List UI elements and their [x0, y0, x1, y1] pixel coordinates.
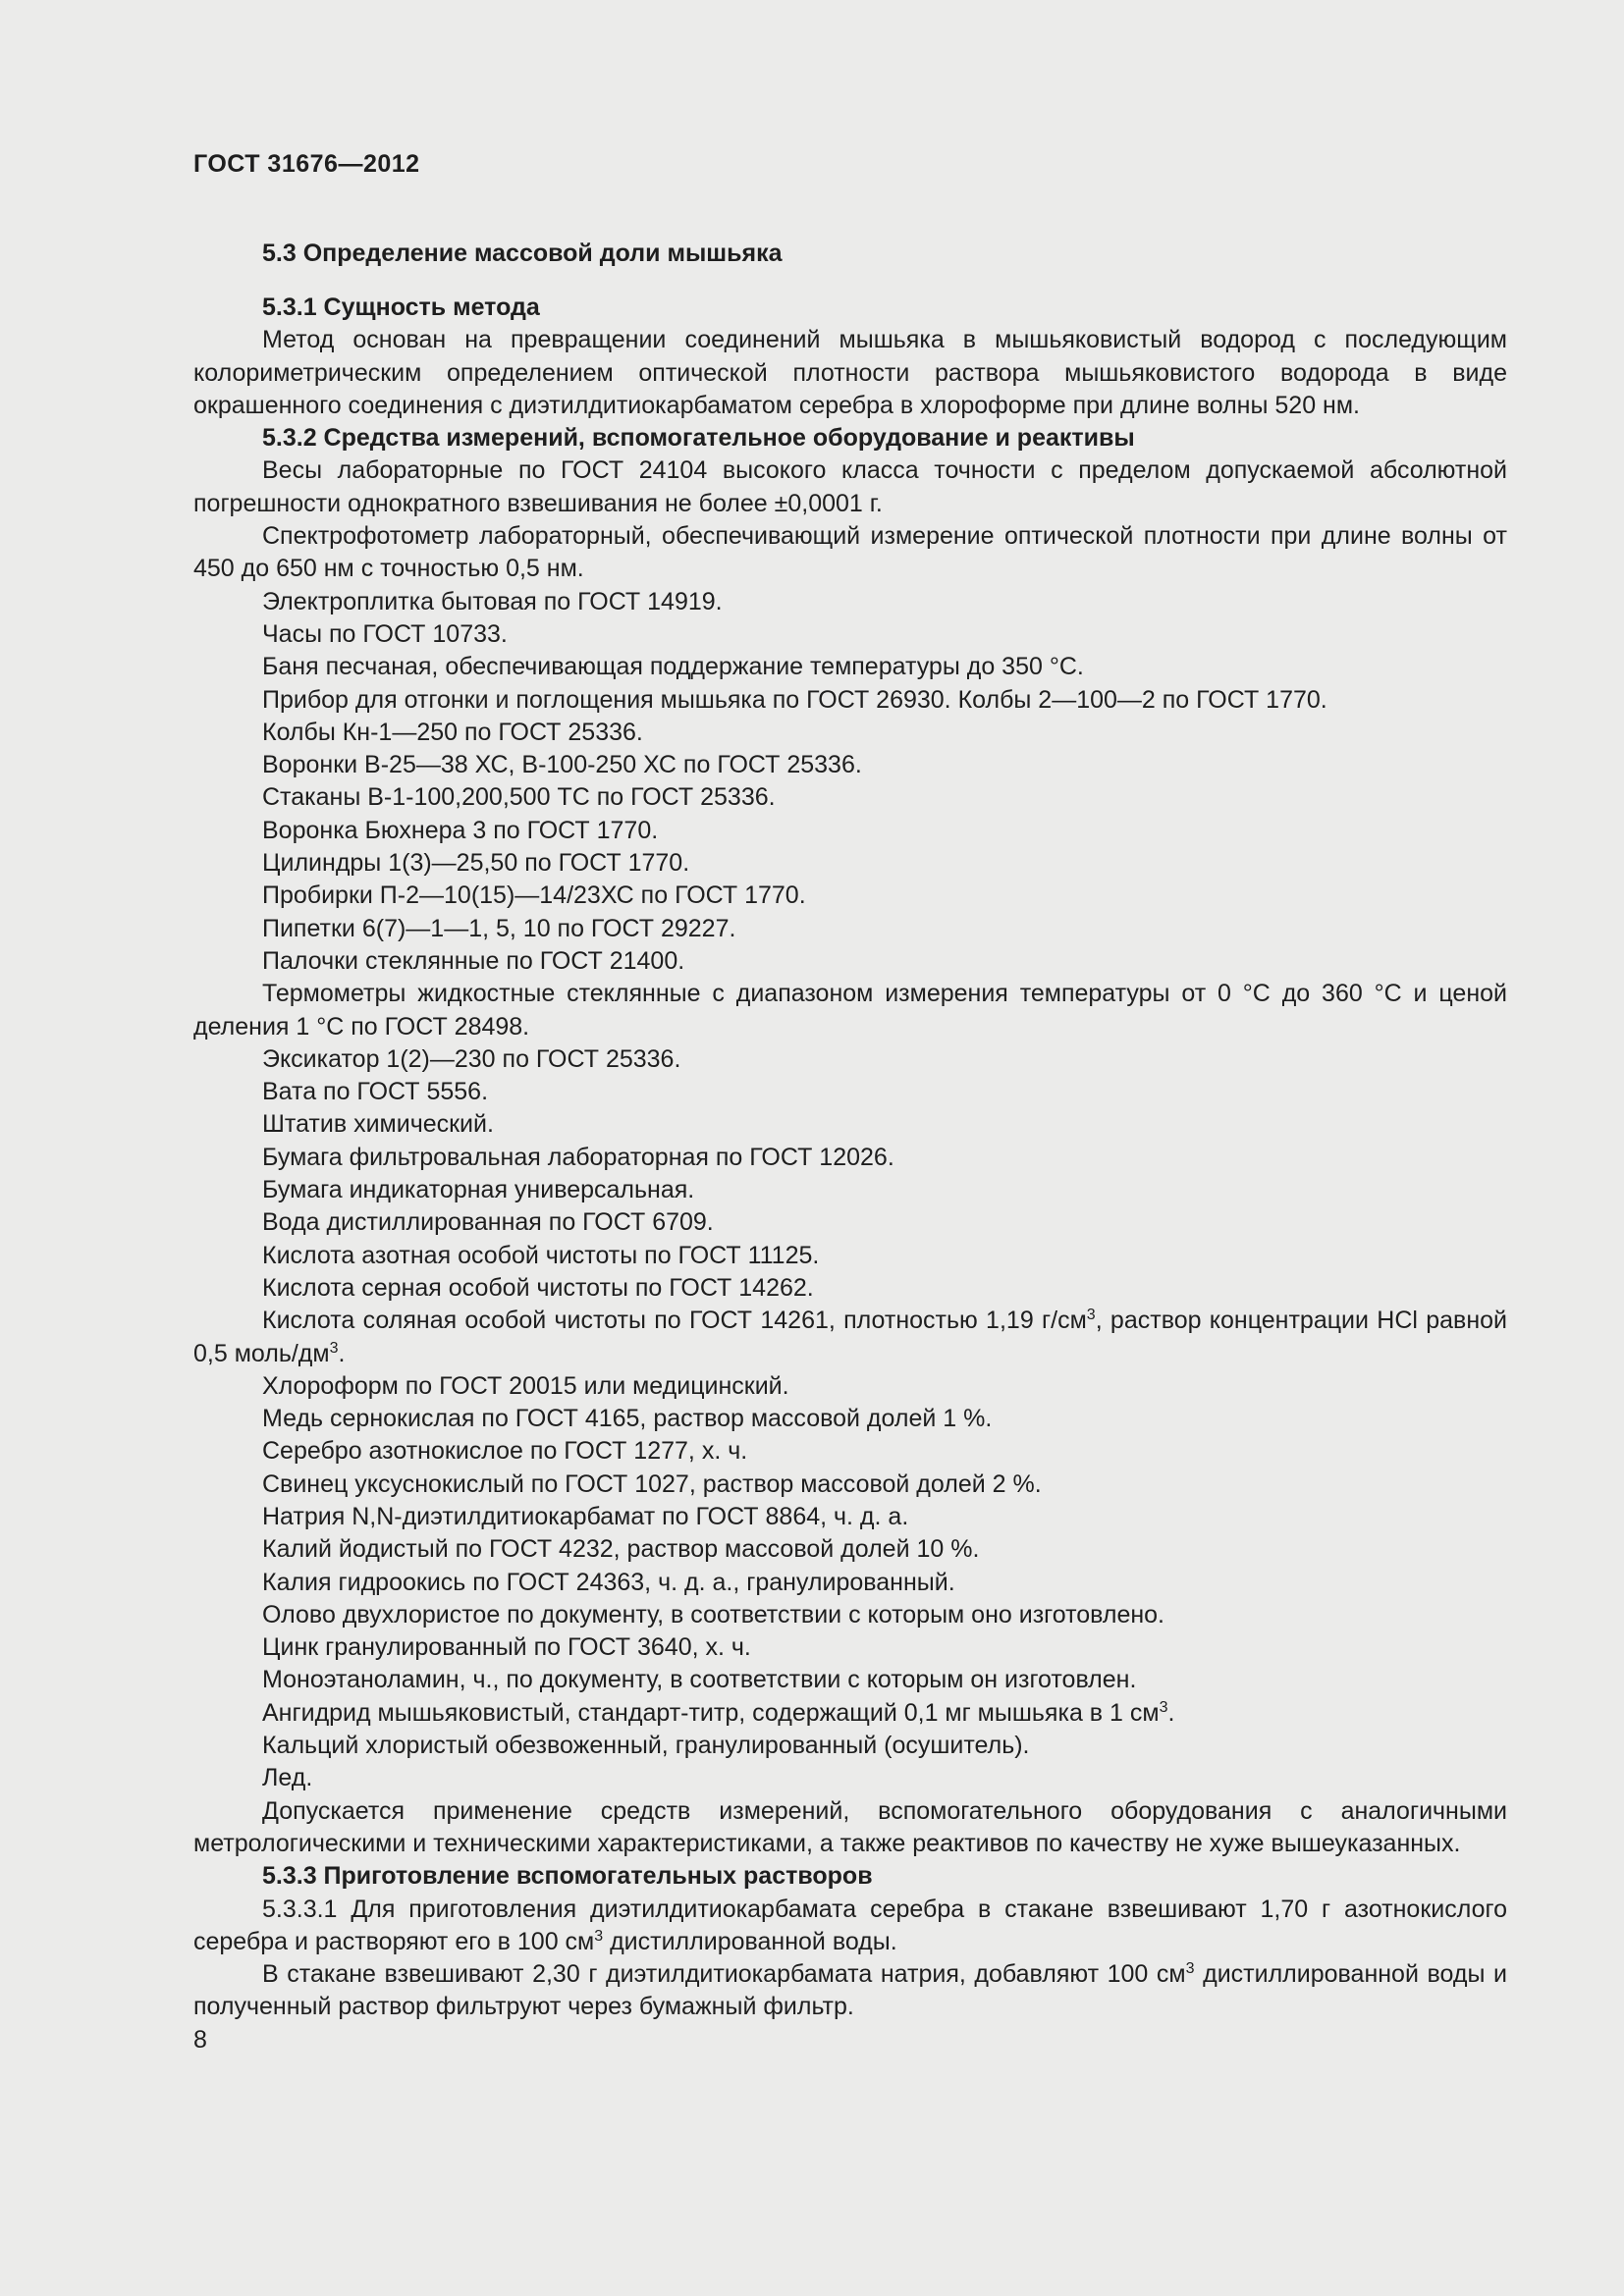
paragraph: Воронка Бюхнера 3 по ГОСТ 1770.	[262, 816, 659, 844]
paragraph	[193, 1697, 1507, 1730]
text-run: дистиллированной воды и полученный раствор фильтруют через бумажный фильтр.	[193, 1960, 1507, 2021]
paragraph: Эксикатор 1(2)—230 по ГОСТ 25336.	[262, 1044, 681, 1073]
superscript: 3	[329, 1339, 339, 1357]
paragraph: Баня песчаная, обеспечивающая поддержание температуры до 350 °C.	[262, 653, 1084, 681]
paragraph: Воронки В-25—38 ХС, В-100-250 ХС по ГОСТ 25336.	[262, 751, 862, 779]
paragraph: Цинк гранулированный по ГОСТ 3640, х. ч.	[262, 1633, 751, 1662]
text-run: дистиллированной воды.	[603, 1927, 897, 1955]
paragraph: Бумага индикаторная универсальная.	[262, 1176, 695, 1204]
page-number: 8	[193, 2025, 207, 2054]
section-heading: 5.3 Определение массовой доли мышьяка	[262, 240, 783, 267]
document-body	[193, 292, 1507, 2024]
paragraph: Часы по ГОСТ 10733.	[262, 619, 508, 648]
paragraph	[193, 1305, 1507, 1370]
paragraph: Штатив химический.	[262, 1110, 494, 1139]
superscript: 3	[1086, 1307, 1096, 1324]
paragraph: Медь сернокислая по ГОСТ 4165, раствор массовой долей 1 %.	[262, 1405, 993, 1433]
document-page	[193, 147, 1507, 2056]
text-run: Ангидрид мышьяковистый, стандарт-титр, содержащий 0,1 мг мышьяка в 1 см	[262, 1698, 1160, 1727]
paragraph	[193, 1958, 1507, 2024]
subsection-heading: 5.3.1 Сущность метода	[262, 294, 540, 321]
paragraph: Моноэтаноламин, ч., по документу, в соответствии с которым он изготовлен.	[262, 1666, 1137, 1694]
paragraph: Электроплитка бытовая по ГОСТ 14919.	[262, 587, 723, 615]
paragraph: Кальций хлористый обезвоженный, гранулированный (осушитель).	[262, 1732, 1030, 1760]
text-run: В стакане взвешивают 2,30 г диэтилдитиокарбамата натрия, добавляют 100 см	[262, 1960, 1186, 1989]
paragraph: Пробирки П-2—10(15)—14/23ХС по ГОСТ 1770.	[262, 881, 806, 910]
paragraph: Серебро азотнокислое по ГОСТ 1277, х. ч.	[262, 1437, 748, 1466]
superscript: 3	[1185, 1960, 1195, 1978]
paragraph: Вата по ГОСТ 5556.	[262, 1078, 489, 1106]
subsection-heading: 5.3.2 Средства измерений, вспомогательное оборудование и реактивы	[262, 424, 1135, 453]
superscript: 3	[594, 1927, 604, 1945]
paragraph: Палочки стеклянные по ГОСТ 21400.	[262, 946, 685, 975]
paragraph: Спектрофотометр лабораторный, обеспечивающий измерение оптической плотности при длине волны от 450 до 650 нм с точностью 0,5 нм.	[193, 522, 1507, 583]
paragraph: Стаканы В-1-100,200,500 ТС по ГОСТ 25336.	[262, 783, 776, 812]
text-run: , раствор концентрации HCl равной 0,5 моль/дм	[193, 1307, 1508, 1367]
document-code: ГОСТ 31676—2012	[193, 150, 420, 178]
paragraph: Весы лабораторные по ГОСТ 24104 высокого класса точности с пределом допускаемой абсолютной погрешности однократного взвешивания не более ±0,0001 г.	[193, 456, 1507, 517]
paragraph	[193, 1894, 1507, 1959]
superscript: 3	[1159, 1698, 1168, 1716]
paragraph: Хлороформ по ГОСТ 20015 или медицинский.	[262, 1371, 789, 1400]
paragraph: Калия гидроокись по ГОСТ 24363, ч. д. а., гранулированный.	[262, 1568, 955, 1596]
paragraph: Свинец уксуснокислый по ГОСТ 1027, раствор массовой долей 2 %.	[262, 1469, 1042, 1498]
text-run: Кислота соляная особой чистоты по ГОСТ 14261, плотностью 1,19 г/см	[262, 1307, 1087, 1335]
paragraph: Олово двухлористое по документу, в соответствии с которым оно изготовлено.	[262, 1600, 1165, 1629]
paragraph: Допускается применение средств измерений, вспомогательного оборудования с аналогичными метрологическими и техническими характеристиками, а также реактивов по качеству не хуже вышеуказанных.	[193, 1796, 1507, 1857]
paragraph: Пипетки 6(7)—1—1, 5, 10 по ГОСТ 29227.	[262, 914, 736, 942]
paragraph: Метод основан на превращении соединений мышьяка в мышьяковистый водород с последующим колориметрическим определением оптической плотности раствора мышьяковистого водорода в виде окрашенного соединения с диэтилдитиокарбаматом серебра в хлороформе при длине волны 520 нм.	[193, 326, 1507, 419]
subsection-heading: 5.3.3 Приготовление вспомогательных растворов	[262, 1862, 873, 1891]
paragraph: Натрия N,N-диэтилдитиокарбамат по ГОСТ 8864, ч. д. а.	[262, 1502, 909, 1530]
paragraph: Термометры жидкостные стеклянные с диапазоном измерения температуры от 0 °C до 360 °C и ценой деления 1 °C по ГОСТ 28498.	[193, 980, 1507, 1041]
paragraph: Вода дистиллированная по ГОСТ 6709.	[262, 1208, 714, 1237]
paragraph: Прибор для отгонки и поглощения мышьяка по ГОСТ 26930. Колбы 2—100—2 по ГОСТ 1770.	[262, 685, 1327, 714]
paragraph: Калий йодистый по ГОСТ 4232, раствор массовой долей 10 %.	[262, 1535, 980, 1564]
text-run: .	[1167, 1698, 1175, 1727]
paragraph: Кислота серная особой чистоты по ГОСТ 14262.	[262, 1273, 814, 1302]
paragraph: Цилиндры 1(3)—25,50 по ГОСТ 1770.	[262, 849, 690, 878]
paragraph: Кислота азотная особой чистоты по ГОСТ 11125.	[262, 1241, 820, 1269]
paragraph: Бумага фильтровальная лабораторная по ГОСТ 12026.	[262, 1143, 894, 1171]
paragraph: Колбы Кн-1—250 по ГОСТ 25336.	[262, 718, 643, 746]
text-run: 5.3.3.1 Для приготовления диэтилдитиокарбамата серебра в стакане взвешивают 1,70 г азотнокислого серебра и растворяют его в 100 см	[193, 1895, 1507, 1955]
paragraph: Лед.	[262, 1764, 313, 1792]
text-run: .	[338, 1339, 346, 1367]
